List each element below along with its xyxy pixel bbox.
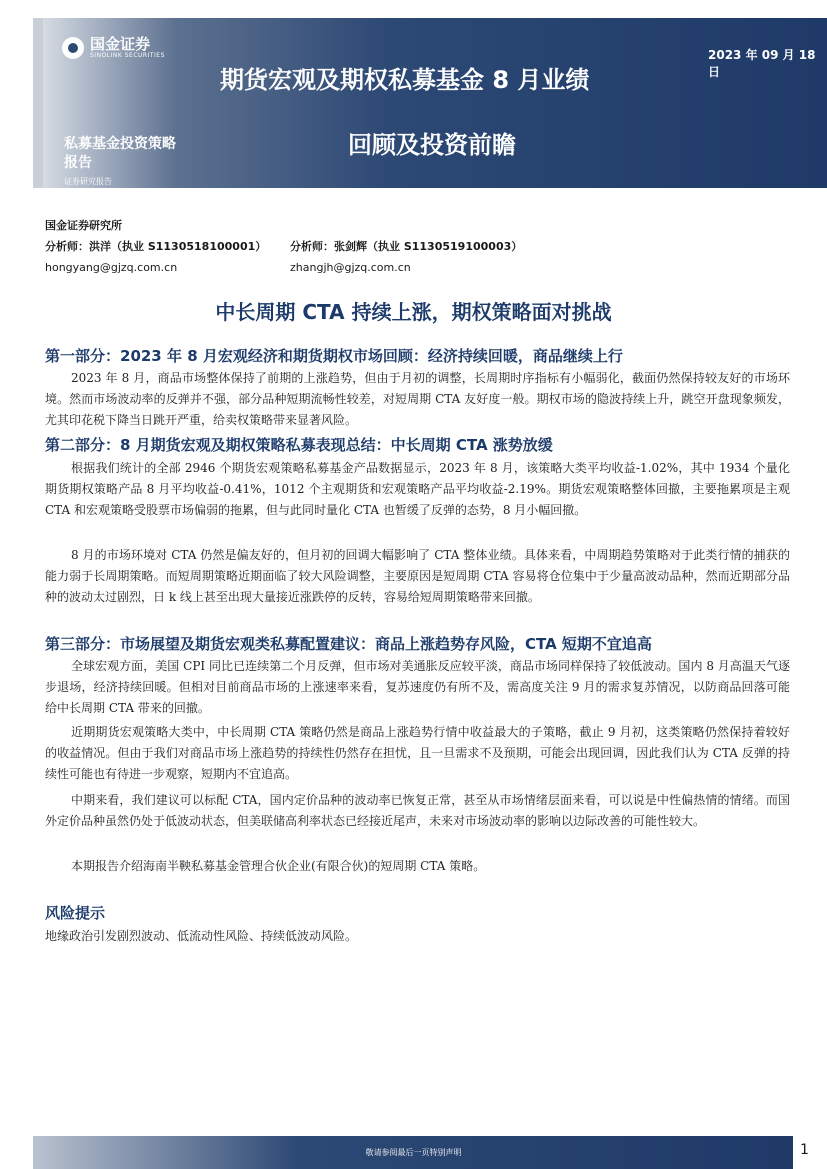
analyst-1-email[interactable]: hongyang@gjzq.com.cn bbox=[45, 261, 178, 274]
section-2-title: 第二部分：8 月期货宏观及期权策略私募表现总结：中长周期 CTA 涨势放缓 bbox=[45, 436, 553, 454]
section-3-para-1: 全球宏观方面，美国 CPI 同比已连续第二个月反弹，但市场对美通胀反应较平淡，商品市场同样保持了较低波动。国内 8 月高温天气逐步退场，经济持续回暖。但相对目前商品市场的上涨速率来看，复苏速度仍有所不及，需高度关注 9 月的需求复苏情况，以防商品回落可能给中长周期 CTA 带来的回撤。 bbox=[45, 659, 790, 715]
brand-name-cn: 国金证券 bbox=[90, 35, 151, 53]
footer-disclaimer[interactable]: 敬请参阅最后一页特别声明 bbox=[365, 1148, 462, 1157]
report-subtype: 证券研究报告 bbox=[64, 177, 112, 186]
analyst-1: 分析师：洪洋（执业 S1130518100001） bbox=[45, 240, 267, 253]
report-title-line1: 期货宏观及期权私募基金 8 月业绩 bbox=[220, 66, 590, 94]
risk-title: 风险提示 bbox=[45, 904, 106, 922]
report-date: 2023 年 09 月 18 日 bbox=[708, 48, 816, 79]
section-1-para-1: 2023 年 8 月，商品市场整体保持了前期的上涨趋势，但由于月初的调整，长周期时序指标有小幅弱化，截面仍然保持较友好的市场环境。然而市场波动率的反弹并不强，部分品种短期流畅性较差，对短周期 CTA 友好度一般。期权市场的隐波持续上升，跳空开盘现象频发，尤其印花税下降当日跳开严重，给卖权策略带来显著风险。 bbox=[45, 371, 790, 427]
section-3-title: 第三部分：市场展望及期货宏观类私募配置建议：商品上涨趋势存风险，CTA 短期不宜追高 bbox=[45, 635, 652, 653]
brand-name-en: SINOLINK SECURITIES bbox=[90, 52, 165, 59]
section-2-para-1: 根据我们统计的全部 2946 个期货宏观策略私募基金产品数据显示，2023 年 8 月，该策略大类平均收益-1.02%，其中 1934 个量化期货期权策略产品 8 月平均收益-0.41%，1012 个主观期货和宏观策略产品平均收益-2.19%。期货宏观策略整体回撤，主要拖累项是主观 CTA 和宏观策略受股票市场偏弱的拖累，但与此同时量化 CTA 也暂缓了反弹的态势，8 月小幅回撤。 bbox=[45, 461, 790, 517]
analyst-2: 分析师：张剑辉（执业 S1130519100003） bbox=[290, 240, 523, 253]
section-3-para-4: 本期报告介绍海南半鞅私募基金管理合伙企业(有限合伙)的短周期 CTA 策略。 bbox=[71, 859, 486, 873]
report-title-line2: 回顾及投资前瞻 bbox=[348, 131, 516, 159]
risk-text: 地缘政治引发剧烈波动、低流动性风险、持续低波动风险。 bbox=[45, 929, 358, 943]
logo-icon bbox=[62, 37, 84, 59]
analyst-2-email[interactable]: zhangjh@gjzq.com.cn bbox=[290, 261, 411, 274]
section-1-title: 第一部分：2023 年 8 月宏观经济和期货期权市场回顾：经济持续回暖，商品继续上行 bbox=[45, 347, 623, 365]
report-type: 报告 bbox=[64, 155, 92, 171]
banner-stripe bbox=[33, 18, 43, 188]
section-3-para-3: 中期来看，我们建议可以标配 CTA，国内定价品种的波动率已恢复正常，甚至从市场情绪层面来看，可以说是中性偏热情的情绪。而国外定价品种虽然仍处于低波动状态，但美联储高利率状态已经接近尾声，未来对市场波动率的影响以边际改善的可能性较大。 bbox=[45, 793, 790, 828]
report-series: 私募基金投资策略 bbox=[64, 136, 176, 152]
report-headline: 中长周期 CTA 持续上涨，期权策略面对挑战 bbox=[215, 300, 612, 324]
page-number: 1 bbox=[800, 1142, 809, 1158]
section-2-para-2: 8 月的市场环境对 CTA 仍然是偏友好的，但月初的回调大幅影响了 CTA 整体业绩。具体来看，中周期趋势策略对于此类行情的捕获的能力弱于长周期策略。而短周期策略近期面临了较大风险调整，主要原因是短周期 CTA 容易将仓位集中于少量高波动品种，然而近期部分品种的波动太过剧烈，日 k 线上甚至出现大量接近涨跌停的反转，容易给短周期策略带来回撤。 bbox=[45, 548, 790, 604]
brand-logo bbox=[62, 36, 165, 60]
institute-name: 国金证券研究所 bbox=[45, 219, 122, 232]
section-3-para-2: 近期期货宏观策略大类中，中长周期 CTA 策略仍然是商品上涨趋势行情中收益最大的子策略，截止 9 月初，这类策略仍然保持着较好的收益情况。但由于我们对商品市场上涨趋势的持续性仍然存在担忧，且一旦需求不及预期，可能会出现回调，因此我们认为 CTA 反弹的持续性可能也有待进一步观察，短期内不宜追高。 bbox=[45, 725, 790, 781]
